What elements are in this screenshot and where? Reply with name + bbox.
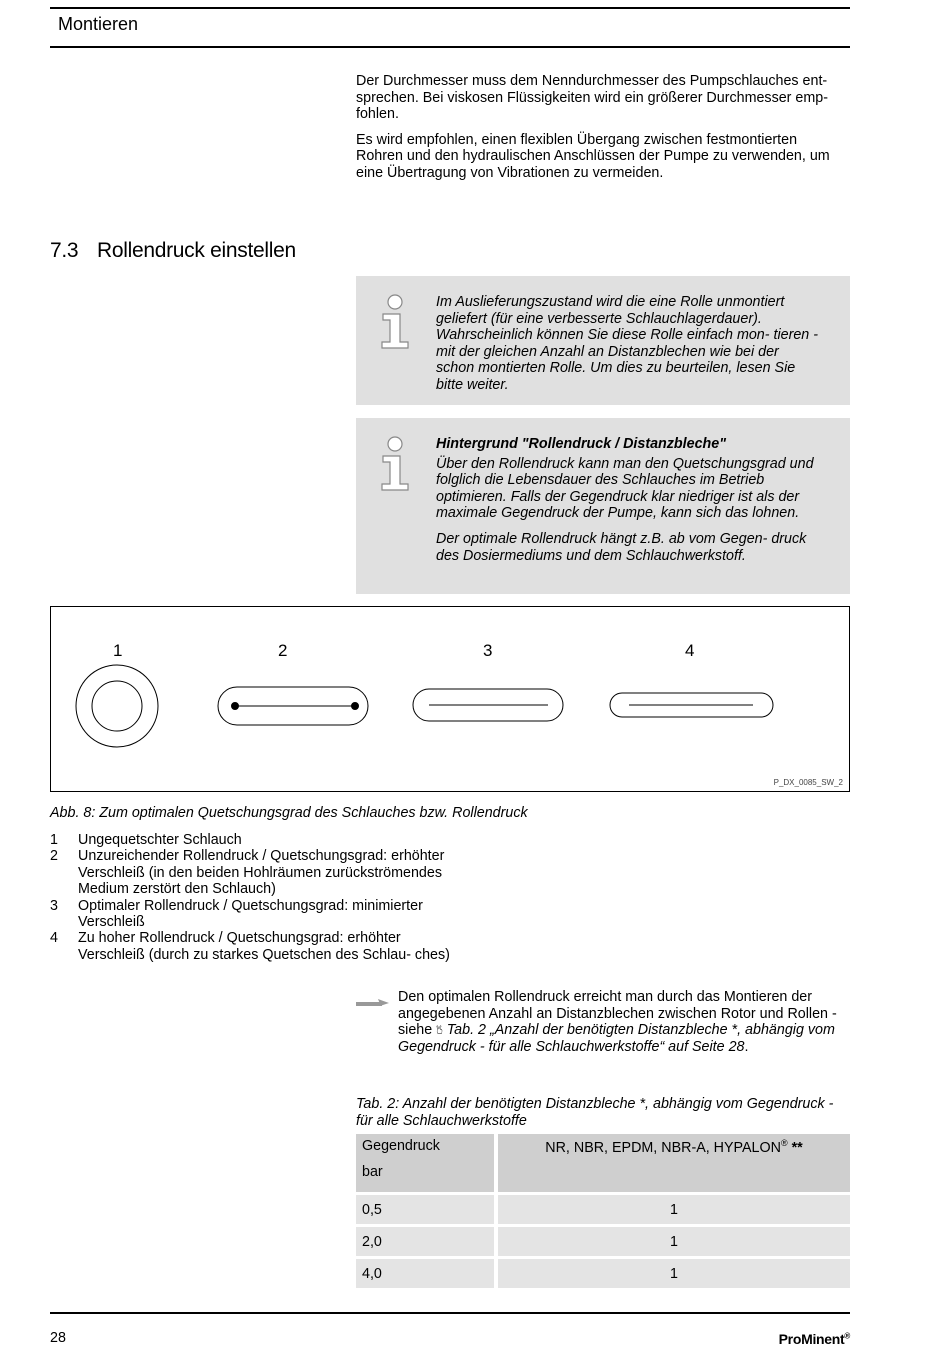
table-header-row <box>356 1134 850 1192</box>
figure-label-1: 1 <box>113 641 123 660</box>
legend-item <box>50 832 450 848</box>
info-background-paragraph-1: Über den Rollendruck kann man den Quetschungsgrad und folglich die Lebensdauer des Schlauches im Betrieb optimieren. Falls der Gegendruck klar niedriger ist als der maximale Gegendruck der Pumpe, kann sich das lohnen. <box>436 455 814 522</box>
info-box-background-text <box>436 436 820 573</box>
brand-logo <box>779 1331 850 1347</box>
intro-text <box>356 73 832 191</box>
figure-code: P_DX_0085_SW_2 <box>773 778 843 787</box>
info-icon <box>378 294 412 352</box>
crossref-icon: 🖔 <box>436 1023 443 1038</box>
footer-rule <box>50 1312 850 1314</box>
section-heading <box>50 239 296 263</box>
info-box-delivery <box>356 276 850 405</box>
info-background-heading: Hintergrund "Rollendruck / Distanzbleche" <box>436 436 727 452</box>
header-materials-label: NR, NBR, EPDM, NBR-A, HYPALON <box>545 1139 781 1156</box>
info-background-paragraph-2: Der optimale Rollendruck hängt z.B. ab vom Gegen- druck des Dosiermediums und dem Schlauchwerkstoff. <box>436 530 807 564</box>
legend-item <box>50 930 450 963</box>
legend-number: 2 <box>50 848 58 865</box>
cell-count: 1 <box>498 1195 850 1224</box>
header-pressure-label: Gegendruck <box>362 1138 440 1154</box>
header-materials <box>498 1134 850 1192</box>
figure-label-4: 4 <box>685 641 695 660</box>
hose-uncompressed <box>76 665 158 747</box>
header-rule-bottom <box>50 46 850 48</box>
legend-item <box>50 898 450 931</box>
legend-number: 4 <box>50 930 58 947</box>
cell-count: 1 <box>498 1259 850 1288</box>
action-end: . <box>744 1038 749 1055</box>
cell-pressure: 2,0 <box>356 1227 498 1256</box>
cell-pressure: 0,5 <box>356 1195 498 1224</box>
legend-text: Ungequetschter Schlauch <box>78 832 242 848</box>
table-reference-link[interactable]: Tab. 2 „Anzahl der benötigten Distanzbleche *, abhängig vom Gegendruck - für alle Schlauchwerkstoffe“ auf Seite 28 <box>398 1022 835 1055</box>
info-box-delivery-text <box>436 294 820 403</box>
table-row <box>356 1195 850 1224</box>
header-title: Montieren <box>58 14 139 34</box>
intro-paragraph-2: Es wird empfohlen, einen flexiblen Übergang zwischen festmontierten Rohren und den hydraulischen Anschlüssen der Pumpe zu verwenden, um eine Übertragung von Vibrationen zu vermeiden. <box>356 131 830 181</box>
section-title: Rollendruck einstellen <box>97 239 296 262</box>
info-delivery-paragraph: Im Auslieferungszustand wird die eine Rolle unmontiert geliefert (für eine verbesserte Schlauchlagerdauer). Wahrscheinlich können Sie diese Rolle einfach mon- tieren - mit der gleichen Anzahl an Distanzblechen wie bei der schon montierten Rolle. Um dies zu beurteilen, lesen Sie bitte weiter. <box>436 294 818 393</box>
brand-logo-text: ProMinent <box>778 1331 845 1347</box>
info-icon <box>378 436 412 494</box>
cell-count: 1 <box>498 1227 850 1256</box>
action-body: Den optimalen Rollendruck erreicht man durch das Montieren der angegebenen Anzahl an Distanzblechen zwischen Rotor und Rollen - siehe <box>398 989 837 1039</box>
info-box-background <box>356 418 850 594</box>
legend-number: 3 <box>50 897 58 914</box>
arrow-icon <box>356 995 390 1007</box>
brand-logo-mark: ® <box>844 1331 850 1341</box>
action-step <box>356 989 850 1055</box>
hose-optimal-pressure <box>413 689 563 721</box>
hose-excessive-pressure <box>610 693 773 717</box>
legend-text: Unzureichender Rollendruck / Quetschungsgrad: erhöhter Verschleiß (in den beiden Hohlräumen zurückströmendes Medium zerstört den Schlauch) <box>78 848 445 898</box>
action-text <box>356 989 850 1055</box>
figure-legend <box>50 832 450 963</box>
legend-number: 1 <box>50 832 58 848</box>
table-row <box>356 1259 850 1288</box>
hose-insufficient-pressure <box>218 687 368 725</box>
registered-mark: ® <box>780 1138 788 1148</box>
page-number: 28 <box>50 1330 66 1346</box>
legend-item <box>50 848 450 897</box>
intro-paragraph-1: Der Durchmesser muss dem Nenndurchmesser des Pumpschlauches ent- sprechen. Bei viskosen Flüssigkeiten wird ein größerer Durchmesser emp- fohlen. <box>356 73 828 123</box>
header-pressure <box>356 1134 498 1192</box>
legend-text: Optimaler Rollendruck / Quetschungsgrad: minimierter Verschleiß <box>78 897 423 931</box>
shim-table <box>356 1131 850 1291</box>
hose-drawing <box>51 607 849 791</box>
section-number: 7.3 <box>50 239 79 262</box>
header-pressure-unit: bar <box>362 1164 383 1180</box>
legend-text: Zu hoher Rollendruck / Quetschungsgrad: erhöhter Verschleiß (durch zu starkes Quetschen des Schlau- ches) <box>78 930 450 963</box>
table-row <box>356 1227 850 1256</box>
figure-caption: Abb. 8: Zum optimalen Quetschungsgrad des Schlauches bzw. Rollendruck <box>50 805 528 821</box>
figure-label-3: 3 <box>483 641 493 660</box>
cell-pressure: 4,0 <box>356 1259 498 1288</box>
header-rule-top <box>50 7 850 9</box>
hose-squeeze-figure <box>50 606 850 792</box>
table-caption: Tab. 2: Anzahl der benötigten Distanzbleche *, abhängig vom Gegendruck - für alle Schlauchwerkstoffe <box>356 1096 834 1129</box>
header-materials-footnote: ** <box>787 1139 803 1156</box>
figure-label-2: 2 <box>278 641 288 660</box>
